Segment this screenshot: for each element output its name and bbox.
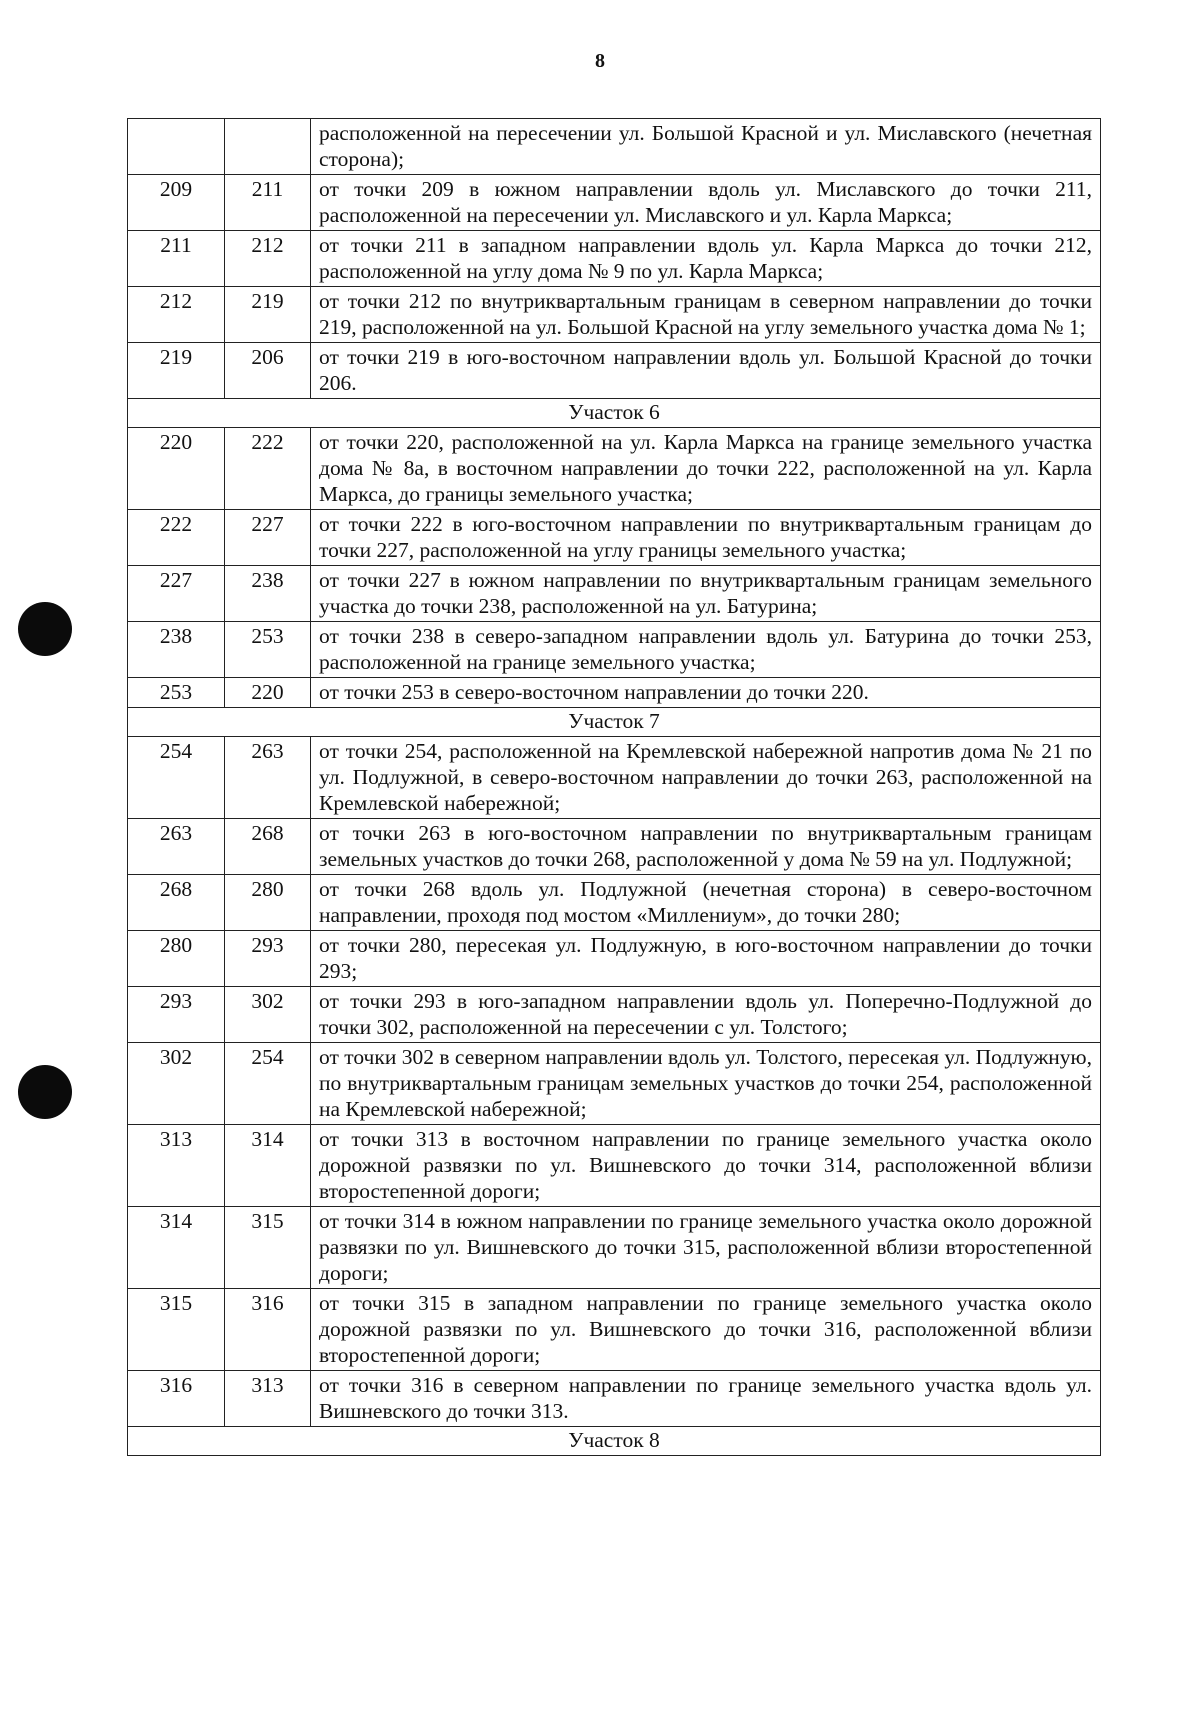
table-row: [128, 566, 1101, 622]
table-row: [128, 987, 1101, 1043]
point-to-cell: 211: [225, 175, 311, 231]
route-description-cell: от точки 227 в южном направлении по внутриквартальным границам земельного участка до точки 238, расположенной на ул. Батурина;: [311, 566, 1101, 622]
section-header-row: [128, 399, 1101, 428]
point-from-cell: 238: [128, 622, 225, 678]
point-to-cell: 219: [225, 287, 311, 343]
point-from-cell: 315: [128, 1289, 225, 1371]
boundary-points-table: [127, 118, 1101, 1456]
point-from-cell: 314: [128, 1207, 225, 1289]
table-row: [128, 1371, 1101, 1427]
point-from-cell: [128, 119, 225, 175]
point-to-cell: [225, 119, 311, 175]
table-row: [128, 1043, 1101, 1125]
point-to-cell: 302: [225, 987, 311, 1043]
route-description-cell: от точки 222 в юго-восточном направлении по внутриквартальным границам до точки 227, расположенной на углу границы земельного участка;: [311, 510, 1101, 566]
point-to-cell: 206: [225, 343, 311, 399]
route-description-cell: от точки 254, расположенной на Кремлевской набережной напротив дома № 21 по ул. Подлужной, в северо-восточном направлении до точки 263, расположенной на Кремлевской набережной;: [311, 737, 1101, 819]
point-from-cell: 211: [128, 231, 225, 287]
point-from-cell: 253: [128, 678, 225, 708]
table-row: [128, 875, 1101, 931]
point-from-cell: 316: [128, 1371, 225, 1427]
point-from-cell: 220: [128, 428, 225, 510]
section-title: Участок 8: [128, 1427, 1101, 1456]
point-to-cell: 212: [225, 231, 311, 287]
page-number: 8: [595, 50, 605, 72]
route-description-cell: от точки 315 в западном направлении по границе земельного участка около дорожной развязки по ул. Вишневского до точки 316, расположенной вблизи второстепенной дороги;: [311, 1289, 1101, 1371]
point-from-cell: 227: [128, 566, 225, 622]
table-row: [128, 931, 1101, 987]
point-from-cell: 212: [128, 287, 225, 343]
route-description-cell: от точки 219 в юго-восточном направлении вдоль ул. Большой Красной до точки 206.: [311, 343, 1101, 399]
point-to-cell: 222: [225, 428, 311, 510]
point-from-cell: 313: [128, 1125, 225, 1207]
route-description-cell: расположенной на пересечении ул. Большой Красной и ул. Миславского (нечетная сторона);: [311, 119, 1101, 175]
point-to-cell: 227: [225, 510, 311, 566]
point-to-cell: 280: [225, 875, 311, 931]
route-description-cell: от точки 263 в юго-восточном направлении по внутриквартальным границам земельных участков до точки 268, расположенной у дома № 59 на ул. Подлужной;: [311, 819, 1101, 875]
point-to-cell: 253: [225, 622, 311, 678]
route-description-cell: от точки 212 по внутриквартальным границам в северном направлении до точки 219, расположенной на ул. Большой Красной на углу земельного участка дома № 1;: [311, 287, 1101, 343]
table-body: [128, 119, 1101, 1456]
point-from-cell: 254: [128, 737, 225, 819]
table-row: [128, 510, 1101, 566]
table-row: [128, 1289, 1101, 1371]
table-row: [128, 1125, 1101, 1207]
point-from-cell: 263: [128, 819, 225, 875]
section-title: Участок 7: [128, 708, 1101, 737]
route-description-cell: от точки 220, расположенной на ул. Карла Маркса на границе земельного участка дома № 8а, в восточном направлении до точки 222, расположенной на ул. Карла Маркса, до границы земельного участка;: [311, 428, 1101, 510]
route-description-cell: от точки 293 в юго-западном направлении вдоль ул. Поперечно-Подлужной до точки 302, расположенной на пересечении с ул. Толстого;: [311, 987, 1101, 1043]
table-row: [128, 678, 1101, 708]
table-row: [128, 343, 1101, 399]
point-to-cell: 263: [225, 737, 311, 819]
point-to-cell: 293: [225, 931, 311, 987]
table-row: [128, 231, 1101, 287]
route-description-cell: от точки 280, пересекая ул. Подлужную, в юго-восточном направлении до точки 293;: [311, 931, 1101, 987]
table-row: [128, 819, 1101, 875]
route-description-cell: от точки 253 в северо-восточном направлении до точки 220.: [311, 678, 1101, 708]
route-description-cell: от точки 209 в южном направлении вдоль ул. Миславского до точки 211, расположенной на пересечении ул. Миславского и ул. Карла Маркса;: [311, 175, 1101, 231]
route-description-cell: от точки 268 вдоль ул. Подлужной (нечетная сторона) в северо-восточном направлении, проходя под мостом «Миллениум», до точки 280;: [311, 875, 1101, 931]
route-description-cell: от точки 302 в северном направлении вдоль ул. Толстого, пересекая ул. Подлужную, по внутриквартальным границам земельных участков до точки 254, расположенной на Кремлевской набережной;: [311, 1043, 1101, 1125]
table-row: [128, 175, 1101, 231]
point-from-cell: 280: [128, 931, 225, 987]
section-header-row: [128, 708, 1101, 737]
section-title: Участок 6: [128, 399, 1101, 428]
point-to-cell: 238: [225, 566, 311, 622]
table-row: [128, 622, 1101, 678]
route-description-cell: от точки 316 в северном направлении по границе земельного участка вдоль ул. Вишневского до точки 313.: [311, 1371, 1101, 1427]
section-header-row: [128, 1427, 1101, 1456]
point-from-cell: 222: [128, 510, 225, 566]
point-to-cell: 268: [225, 819, 311, 875]
point-from-cell: 302: [128, 1043, 225, 1125]
point-to-cell: 313: [225, 1371, 311, 1427]
table-row: [128, 428, 1101, 510]
table-row: [128, 1207, 1101, 1289]
point-to-cell: 220: [225, 678, 311, 708]
point-from-cell: 268: [128, 875, 225, 931]
point-to-cell: 254: [225, 1043, 311, 1125]
route-description-cell: от точки 211 в западном направлении вдоль ул. Карла Маркса до точки 212, расположенной на углу дома № 9 по ул. Карла Маркса;: [311, 231, 1101, 287]
route-description-cell: от точки 238 в северо-западном направлении вдоль ул. Батурина до точки 253, расположенной на границе земельного участка;: [311, 622, 1101, 678]
table-row: [128, 737, 1101, 819]
route-description-cell: от точки 313 в восточном направлении по границе земельного участка около дорожной развязки по ул. Вишневского до точки 314, расположенной вблизи второстепенной дороги;: [311, 1125, 1101, 1207]
point-from-cell: 293: [128, 987, 225, 1043]
point-to-cell: 315: [225, 1207, 311, 1289]
point-from-cell: 209: [128, 175, 225, 231]
point-to-cell: 314: [225, 1125, 311, 1207]
route-description-cell: от точки 314 в южном направлении по границе земельного участка около дорожной развязки по ул. Вишневского до точки 315, расположенной вблизи второстепенной дороги;: [311, 1207, 1101, 1289]
point-from-cell: 219: [128, 343, 225, 399]
punch-hole-mark: [18, 602, 72, 656]
table-row: [128, 119, 1101, 175]
table-row: [128, 287, 1101, 343]
point-to-cell: 316: [225, 1289, 311, 1371]
punch-hole-mark: [18, 1065, 72, 1119]
